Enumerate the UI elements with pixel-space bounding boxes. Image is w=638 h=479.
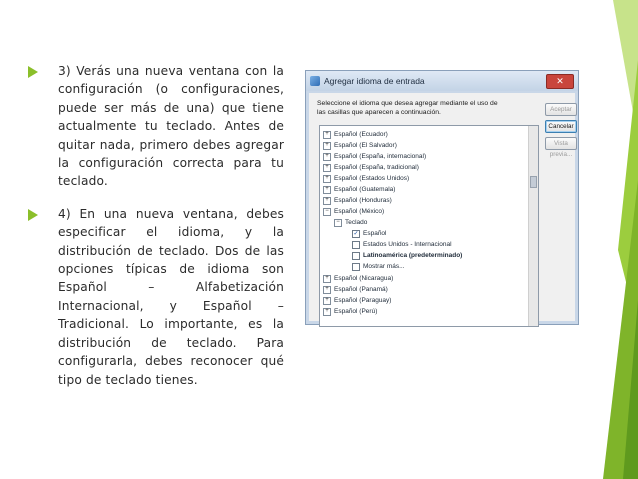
keyboard-icon — [310, 76, 320, 86]
add-input-language-dialog — [305, 70, 579, 325]
slide-text — [28, 62, 284, 403]
language-tree[interactable] — [319, 125, 539, 327]
bullet-arrow-icon — [28, 209, 38, 221]
tree-item[interactable]: + Español (Honduras) — [323, 196, 392, 205]
dialog-title: Agregar idioma de entrada — [324, 76, 425, 86]
cancel-button[interactable]: Cancelar — [545, 120, 577, 133]
keyboard-option[interactable]: ✓ Español — [353, 230, 387, 237]
tree-item[interactable]: + Español (Paraguay) — [323, 296, 391, 305]
tree-item[interactable]: + Español (Ecuador) — [323, 130, 388, 139]
expand-icon[interactable]: + — [323, 164, 331, 172]
collapse-icon[interactable]: − — [334, 219, 342, 227]
tree-item-keyboard[interactable]: − Teclado — [334, 218, 367, 227]
collapse-icon[interactable]: − — [323, 208, 331, 216]
tree-item[interactable]: + Español (Panamá) — [323, 285, 388, 294]
preview-button[interactable]: Vista previa... — [545, 137, 577, 150]
tree-item[interactable]: + Español (Estados Unidos) — [323, 174, 409, 183]
expand-icon[interactable]: + — [323, 308, 331, 316]
dialog-body — [309, 93, 575, 321]
checkbox[interactable] — [352, 252, 360, 260]
expand-icon[interactable]: + — [323, 186, 331, 194]
bullet-item — [28, 62, 284, 191]
expand-icon[interactable]: + — [323, 197, 331, 205]
tree-item[interactable]: + Español (España, internacional) — [323, 152, 426, 161]
dialog-prompt: Seleccione el idioma que desea agregar mediante el uso de las casillas que aparecen a continuación. — [317, 100, 498, 116]
tree-item[interactable]: + Español (Perú) — [323, 307, 377, 316]
bullet-text: 4) En una nueva ventana, debes especificar el idioma, y la distribución de teclado. Dos de las opciones típicas de idioma son Español – Alfabetización Internacional, y Español – Tradicional. Lo importante, es la distribución de teclado. Para configurarla, debes reconocer qué tipo de teclado tienes. — [58, 206, 284, 387]
tree-item[interactable]: + Español (El Salvador) — [323, 141, 397, 150]
checkbox[interactable] — [352, 263, 360, 271]
dialog-titlebar — [306, 71, 578, 91]
close-button[interactable]: ✕ — [546, 74, 574, 89]
show-more-option[interactable]: Mostrar más... — [352, 262, 405, 271]
keyboard-option[interactable]: Estados Unidos - Internacional — [352, 240, 452, 249]
tree-item[interactable]: + Español (Guatemala) — [323, 185, 395, 194]
bullet-text: 3) Verás una nueva ventana con la configuración (o configuraciones, puede ser más de una) que tiene actualmente tu teclado. Antes de quitar nada, primero debes agregar la configuración correcta para tu teclado. — [58, 64, 284, 189]
tree-scrollbar[interactable] — [528, 126, 538, 326]
tree-item[interactable]: + Español (Nicaragua) — [323, 274, 393, 283]
expand-icon[interactable]: + — [323, 275, 331, 283]
tree-item[interactable]: + Español (España, tradicional) — [323, 163, 419, 172]
expand-icon[interactable]: + — [323, 131, 331, 139]
checkbox-checked[interactable]: ✓ — [353, 230, 359, 237]
expand-icon[interactable]: + — [323, 153, 331, 161]
checkbox[interactable] — [352, 241, 360, 249]
expand-icon[interactable]: + — [323, 297, 331, 305]
expand-icon[interactable]: + — [323, 175, 331, 183]
bullet-arrow-icon — [28, 66, 38, 78]
tree-item-mexico[interactable]: − Español (México) — [323, 207, 384, 216]
bullet-item — [28, 205, 284, 389]
accept-button[interactable]: Aceptar — [545, 103, 577, 116]
keyboard-option-default[interactable]: Latinoamérica (predeterminado) — [352, 251, 462, 260]
scroll-thumb[interactable] — [530, 176, 537, 188]
expand-icon[interactable]: + — [323, 286, 331, 294]
expand-icon[interactable]: + — [323, 142, 331, 150]
